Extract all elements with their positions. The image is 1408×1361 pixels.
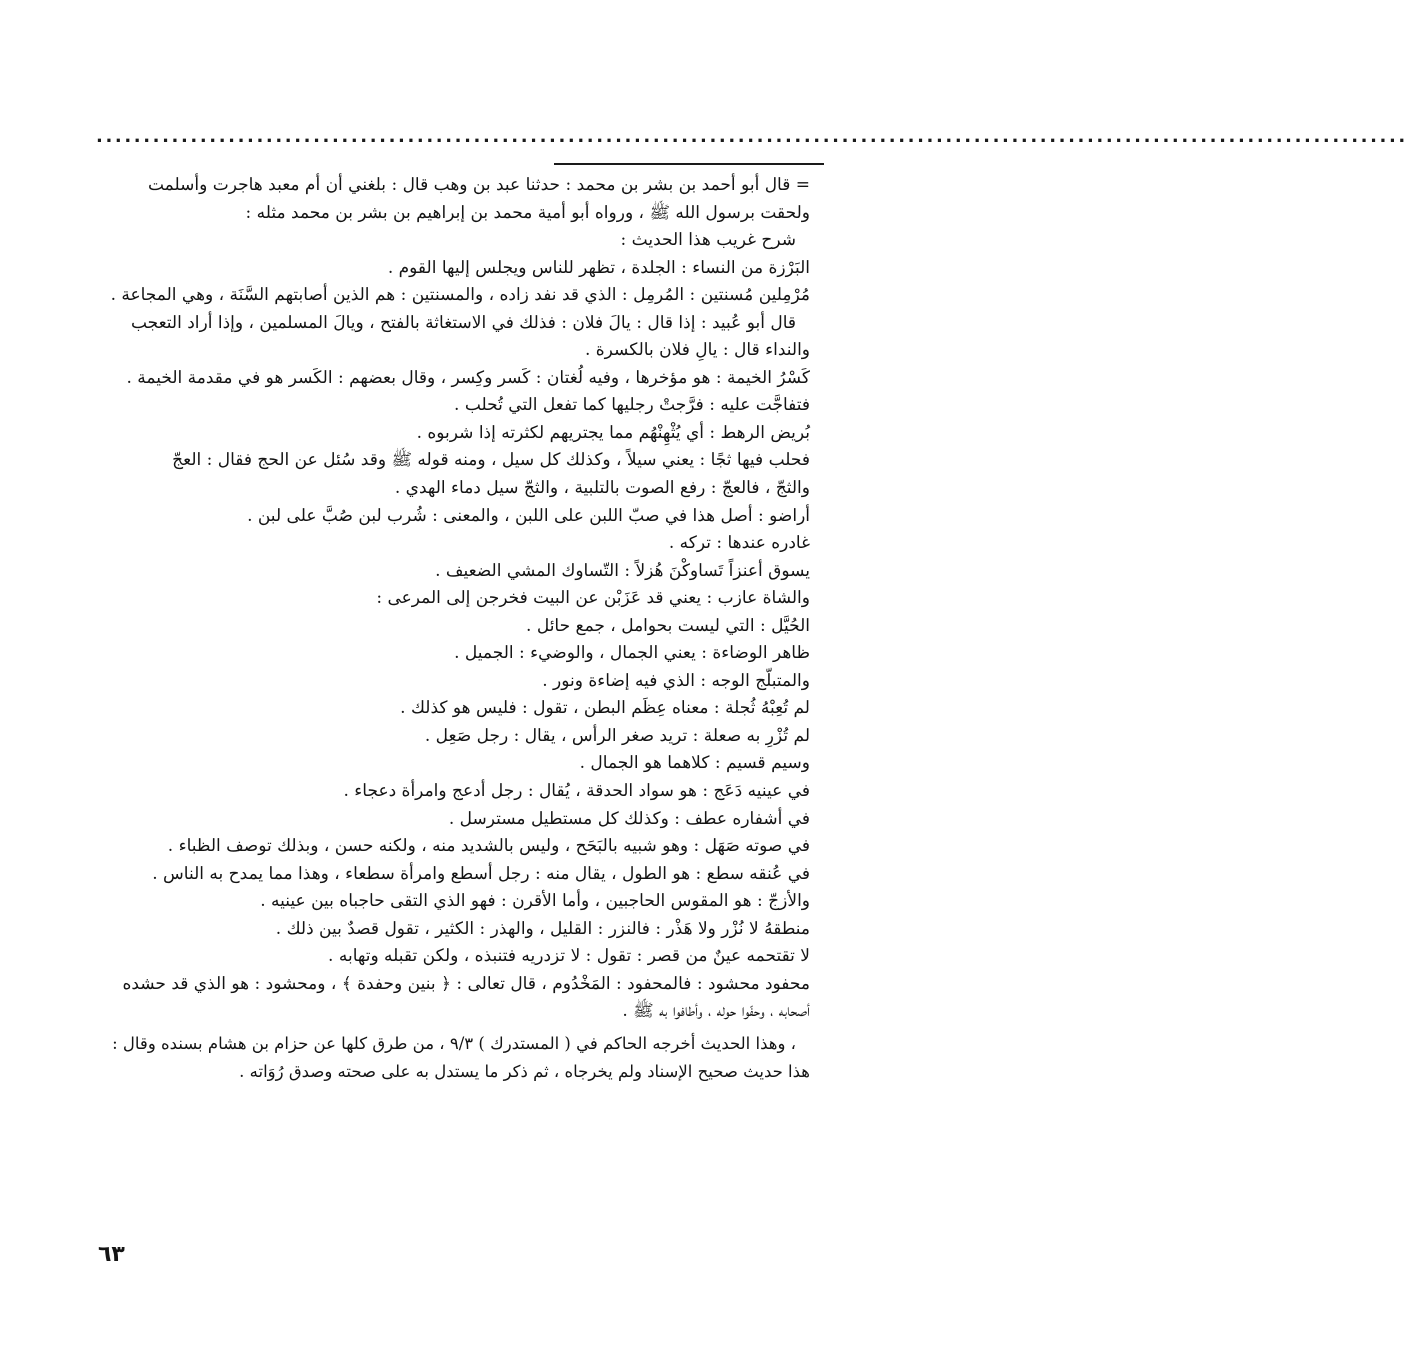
text-line: والنداء قال : يالِ فلان بالكسرة . bbox=[584, 340, 810, 361]
text-line: والثجّ ، فالعجّ : رفع الصوت بالتلبية ، والثجّ سيل دماء الهدي . bbox=[394, 478, 810, 499]
text-line: لم تُعِبْهُ ثُجلة : معناه عِظَم البطن ، تقول : فليس هو كذلك . bbox=[400, 698, 810, 719]
text-line: والمتبلّج الوجه : الذي فيه إضاءة ونور . bbox=[542, 670, 810, 691]
text-line: غادره عندها : تركه . bbox=[668, 533, 810, 554]
text-line: أراضو : أصل هذا في صبّ اللبن على اللبن ، والمعنى : شُرب لبن صُبَّ على لبن . bbox=[247, 505, 810, 526]
text-line: فحلب فيها ثجًا : يعني سيلاً ، وكذلك كل سيل ، ومنه قوله ﷺ وقد سُئل عن الحج فقال : العجّ bbox=[172, 450, 810, 471]
section-heading: شرح غريب هذا الحديث : bbox=[620, 230, 796, 251]
footnote-line: هذا حديث صحيح الإسناد ولم يخرجاه ، ثم ذكر ما يستدل به على صحته وصدق رُوَاته . bbox=[239, 1061, 810, 1081]
text-line: محفود محشود : فالمحفود : المَخْدُوم ، قال تعالى : ﴿ بنين وحفدة ﴾ ، ومحشود : هو الذي قد حشده bbox=[122, 973, 810, 994]
text-line: وسيم قسيم : كلاهما هو الجمال . bbox=[579, 753, 810, 774]
text-line: بُريض الرهط : أي يُثْهِنْهُم مما يجتريهم لكثرته إذا شربوه . bbox=[416, 422, 810, 443]
text-line: الحُيَّل : التي ليست بحوامل ، جمع حائل . bbox=[526, 615, 810, 636]
text-line: لم تُزْرِ به صعلة : تريد صغر الرأس ، يقال : رجل صَعِل . bbox=[424, 725, 810, 746]
text-line: أصحابه ، وحفّوا حوله ، وأطافوا به ﷺ . bbox=[622, 1001, 810, 1022]
text-line: في عُنقه سطع : هو الطول ، يقال منه : رجل أسطع وامرأة سطعاء ، وهذا مما يمدح به الناس . bbox=[152, 863, 810, 884]
page-text bbox=[98, 172, 810, 1085]
text-line: في صوته صَهَل : وهو شبيه بالبَحَح ، وليس بالشديد منه ، ولكنه حسن ، وبذلك توصف الظباء . bbox=[167, 836, 810, 857]
text-line: كَسْرُ الخيمة : هو مؤخرها ، وفيه لُغتان : كَسر وكِسر ، وقال بعضهم : الكَسر هو في مقدمة الخيمة . bbox=[126, 367, 810, 388]
text-line: ولحقت برسول الله ﷺ ، ورواه أبو أمية محمد بن إبراهيم بن بشر بن محمد مثله : bbox=[245, 202, 810, 223]
text-line: في أشفاره عطف : وكذلك كل مستطيل مسترسل . bbox=[448, 808, 810, 829]
text-line: والشاة عازب : يعني قد عَزَبْن عن البيت فخرجن إلى المرعى : bbox=[376, 588, 810, 609]
footnote bbox=[98, 1030, 810, 1085]
text-line: فتفاجَّت عليه : فرَّجتْ رجليها كما تفعل التي تُحلب . bbox=[454, 395, 810, 416]
footnote-rule bbox=[554, 163, 824, 165]
footnote-line: ، وهذا الحديث أخرجه الحاكم في ( المستدرك ) ٩/٣ ، من طرق كلها عن حزام بن هشام بسنده وقال : bbox=[112, 1033, 796, 1053]
text-line: يسوق أعنزاً تَساوكْنَ هُزلاً : التّساوك المشي الضعيف . bbox=[435, 560, 810, 581]
text-line: لا تقتحمه عينٌ من قصر : تقول : لا تزدريه فتنبذه ، ولكن تقبله وتهابه . bbox=[328, 946, 810, 967]
text-line: والأزجّ : هو المقوس الحاجبين ، وأما الأقرن : فهو الذي التقى حاجباه بين عينيه . bbox=[260, 891, 810, 912]
text-line: في عينيه دَعَج : هو سواد الحدقة ، يُقال : رجل أدعج وامرأة دعجاء . bbox=[343, 781, 810, 802]
dotted-separator: ........................................................................................................................................... bbox=[96, 126, 1408, 147]
text-line: منطقهُ لا نُزْر ولا هَذْر : فالنزر : القليل ، والهذر : الكثير ، تقول قصدٌ بين ذلك . bbox=[275, 918, 810, 939]
page-number: ٦٣ bbox=[98, 1242, 125, 1267]
text-line: البَرْزة من النساء : الجلدة ، تظهر للناس ويجلس إليها القوم . bbox=[387, 257, 810, 278]
text-line: = قال أبو أحمد بن بشر بن محمد : حدثنا عبد بن وهب قال : بلغني أن أم معبد هاجرت وأسلمت bbox=[147, 175, 810, 195]
text-line: مُرْمِلين مُسنتين : المُرمِل : الذي قد نفد زاده ، والمسنتين : هم الذين أصابتهم السَّنَة ، وهي المجاعة . bbox=[110, 285, 810, 306]
text-line: قال أبو عُبيد : إذا قال : يالَ فلان : فذلك في الاستغاثة بالفتح ، ويالَ المسلمين ، وإذا أراد التعجب bbox=[130, 312, 796, 333]
text-line: ظاهر الوضاءة : يعني الجمال ، والوضيء : الجميل . bbox=[454, 643, 810, 664]
